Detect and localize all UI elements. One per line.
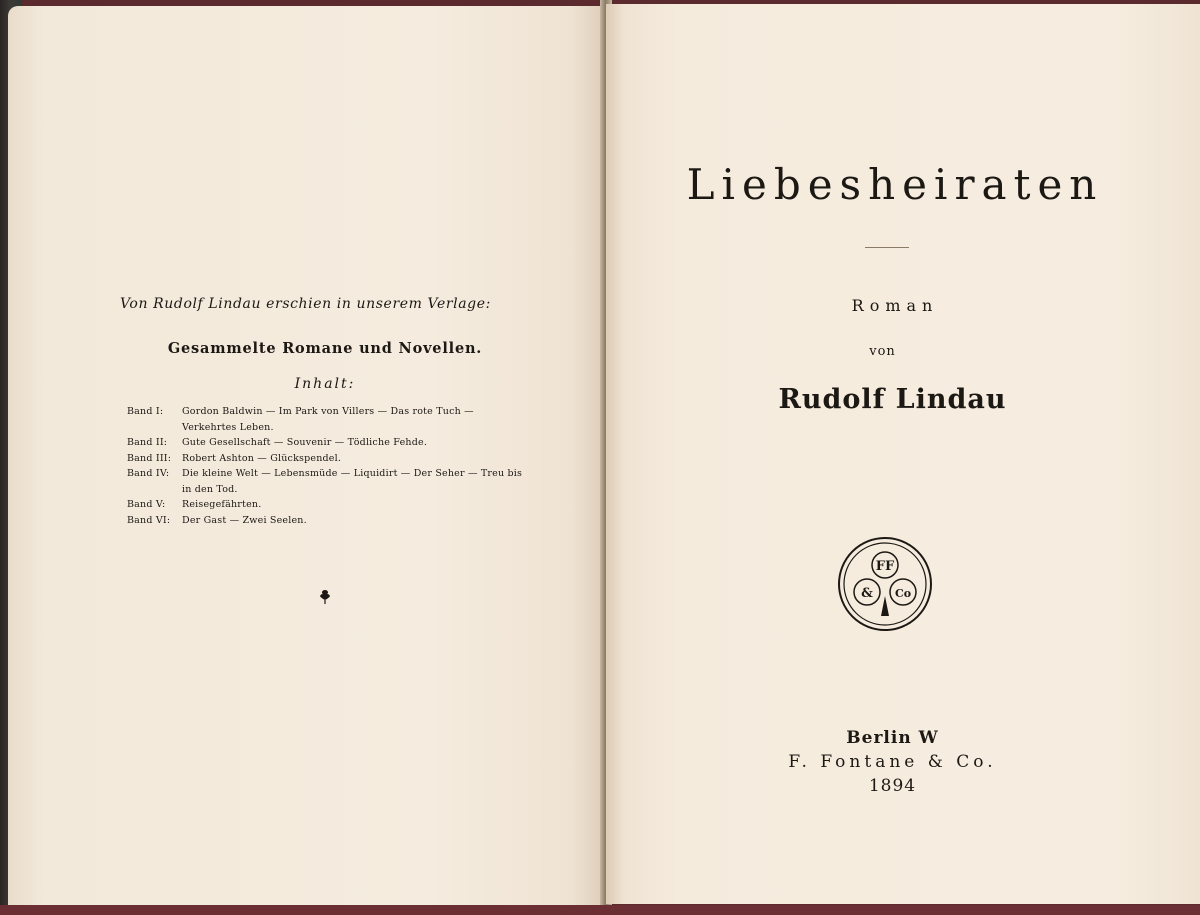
publisher-city: Berlin W bbox=[846, 728, 939, 748]
contents-heading: Inhalt: bbox=[294, 376, 356, 392]
publication-year: 1894 bbox=[868, 776, 917, 796]
volume-number: Band III: bbox=[127, 452, 172, 464]
book-genre: Roman bbox=[851, 296, 939, 315]
volume-contents: Der Gast — Zwei Seelen. bbox=[182, 514, 307, 526]
floral-ornament-icon bbox=[316, 588, 334, 606]
volume-entry bbox=[127, 404, 527, 435]
volume-contents: Gute Gesellschaft — Souvenir — Tödliche Fehde. bbox=[182, 437, 428, 448]
volume-entry bbox=[127, 497, 527, 513]
volume-number: Band II: bbox=[127, 437, 168, 448]
volume-contents: Gordon Baldwin — Im Park von Villers — Das rote Tuch — Verkehrtes Leben. bbox=[182, 406, 474, 433]
volume-entry bbox=[127, 435, 527, 451]
logo-monogram-top: FF bbox=[875, 559, 895, 574]
volume-entry bbox=[127, 451, 527, 467]
volume-number: Band IV: bbox=[127, 468, 170, 479]
publisher-note: Von Rudolf Lindau erschien in unserem Verlage: bbox=[120, 296, 491, 312]
volume-entry bbox=[127, 513, 527, 529]
volume-contents: Reisegefährten. bbox=[182, 499, 262, 510]
volume-contents: Die kleine Welt — Lebensmüde — Liquidirt — Der Seher — Treu bis in den Tod. bbox=[182, 468, 523, 495]
volume-number: Band V: bbox=[127, 499, 166, 510]
publisher-logo-icon bbox=[837, 536, 933, 632]
volume-contents: Robert Ashton — Glückspendel. bbox=[182, 452, 342, 464]
by-line: von bbox=[869, 344, 896, 359]
logo-ampersand: & bbox=[861, 586, 873, 601]
volume-number: Band VI: bbox=[127, 514, 171, 526]
logo-co: Co bbox=[894, 587, 912, 600]
title-rule bbox=[865, 247, 909, 248]
cover-edge-bottom bbox=[0, 905, 1200, 915]
volume-number: Band I: bbox=[127, 406, 164, 417]
volume-entry bbox=[127, 466, 527, 497]
publisher-name: F. Fontane & Co. bbox=[788, 752, 997, 772]
book-title: Liebesheiraten bbox=[686, 160, 1104, 209]
volume-list bbox=[127, 404, 527, 528]
author-name: Rudolf Lindau bbox=[778, 384, 1007, 415]
collection-title: Gesammelte Romane und Novellen. bbox=[167, 340, 483, 357]
